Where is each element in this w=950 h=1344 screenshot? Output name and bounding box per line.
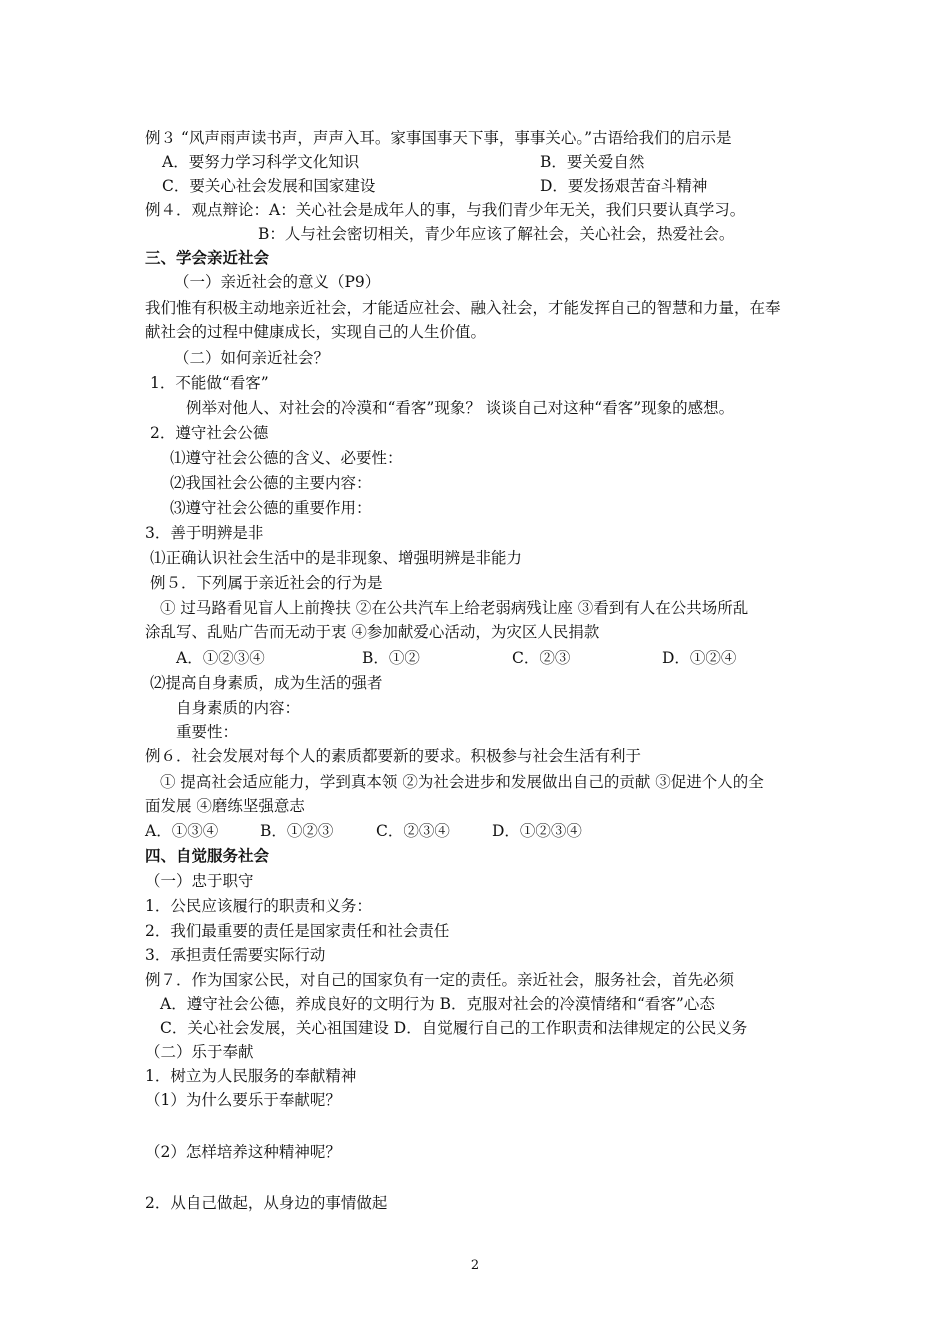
- text-line: B：人与社会密切相关，青少年应该了解社会，关心社会，热爱社会。: [258, 225, 735, 243]
- text-line: 重要性：: [176, 723, 239, 741]
- subsection-heading: （一）亲近社会的意义（P9）: [174, 273, 381, 291]
- text-line: ⑵我国社会公德的主要内容：: [170, 474, 372, 492]
- option-a: A．要努力学习科学文化知识: [162, 153, 360, 171]
- text-line: 3．承担责任需要实际行动: [145, 946, 326, 964]
- option-d: D．①②③④: [492, 822, 582, 840]
- text-line: 例３ “风声雨声读书声，声声入耳。家事国事天下事，事事关心。”古语给我们的启示是: [145, 129, 732, 147]
- text-line: 1．不能做“看客”: [150, 374, 269, 392]
- text-line: （2）怎样培养这种精神呢？: [145, 1143, 341, 1161]
- text-line: 2．我们最重要的责任是国家责任和社会责任: [145, 922, 450, 940]
- text-line: 我们惟有积极主动地亲近社会，才能适应社会、融入社会，才能发挥自己的智慧和力量，在奉: [145, 299, 781, 317]
- text-line: 例４．观点辩论：A：关心社会是成年人的事，与我们青少年无关，我们只要认真学习。: [145, 201, 746, 219]
- section-heading: 三、学会亲近社会: [145, 248, 270, 267]
- section-heading: 四、自觉服务社会: [145, 846, 270, 865]
- text-line: ⑴遵守社会公德的含义、必要性：: [170, 449, 403, 467]
- text-line: ⑵提高自身素质，成为生活的强者: [150, 674, 383, 692]
- text-line: 献社会的过程中健康成长，实现自己的人生价值。: [145, 323, 487, 341]
- option-c: C．要关心社会发展和国家建设: [162, 177, 376, 195]
- text-line: 面发展 ④磨练坚强意志: [145, 797, 305, 815]
- option-c: C．②③④: [376, 822, 450, 840]
- text-line: 2．遵守社会公德: [150, 424, 269, 442]
- subsection-heading: （一）忠于职守: [145, 872, 254, 890]
- text-line: ⑴正确认识社会生活中的是非现象、增强明辨是非能力: [150, 549, 523, 567]
- text-line: 例６．社会发展对每个人的素质都要新的要求。积极参与社会生活有利于: [145, 747, 642, 765]
- text-line: 1．公民应该履行的职责和义务：: [145, 897, 372, 915]
- option-b: B．①②③: [260, 822, 334, 840]
- text-line: 2．从自己做起，从身边的事情做起: [145, 1194, 388, 1212]
- text-line: ⑶遵守社会公德的重要作用：: [170, 499, 372, 517]
- text-line: 例７．作为国家公民，对自己的国家负有一定的责任。亲近社会，服务社会，首先必须: [145, 971, 735, 989]
- option-b: B．①②: [362, 649, 420, 667]
- text-line: 例举对他人、对社会的冷漠和“看客”现象？ 谈谈自己对这种“看客”现象的感想。: [186, 399, 735, 417]
- text-line: C．关心社会发展，关心祖国建设 D．自觉履行自己的工作职责和法律规定的公民义务: [160, 1019, 748, 1037]
- option-d: D．①②④: [662, 649, 737, 667]
- option-b: B．要关爱自然: [540, 153, 645, 171]
- option-a: A．①③④: [145, 822, 219, 840]
- text-line: ① 提高社会适应能力，学到真本领 ②为社会进步和发展做出自己的贡献 ③促进个人的全: [160, 773, 764, 791]
- text-line: （1）为什么要乐于奉献呢？: [145, 1091, 341, 1109]
- subsection-heading: （二）如何亲近社会？: [174, 349, 330, 367]
- text-line: 1．树立为人民服务的奉献精神: [145, 1067, 357, 1085]
- text-line: 自身素质的内容：: [176, 699, 301, 717]
- subsection-heading: （二）乐于奉献: [145, 1043, 254, 1061]
- text-line: 3．善于明辨是非: [145, 524, 264, 542]
- text-line: A．遵守社会公德，养成良好的文明行为 B．克服对社会的冷漠情绪和“看客”心态: [160, 995, 715, 1013]
- text-line: ① 过马路看见盲人上前搀扶 ②在公共汽车上给老弱病残让座 ③看到有人在公共场所乱: [160, 599, 749, 617]
- text-line: 例５．下列属于亲近社会的行为是: [150, 574, 383, 592]
- page-number: 2: [470, 1258, 480, 1273]
- option-c: C．②③: [512, 649, 571, 667]
- option-a: A．①②③④: [176, 649, 265, 667]
- text-line: 涂乱写、乱贴广告而无动于衷 ④参加献爱心活动，为灾区人民捐款: [145, 623, 600, 641]
- option-d: D．要发扬艰苦奋斗精神: [540, 177, 708, 195]
